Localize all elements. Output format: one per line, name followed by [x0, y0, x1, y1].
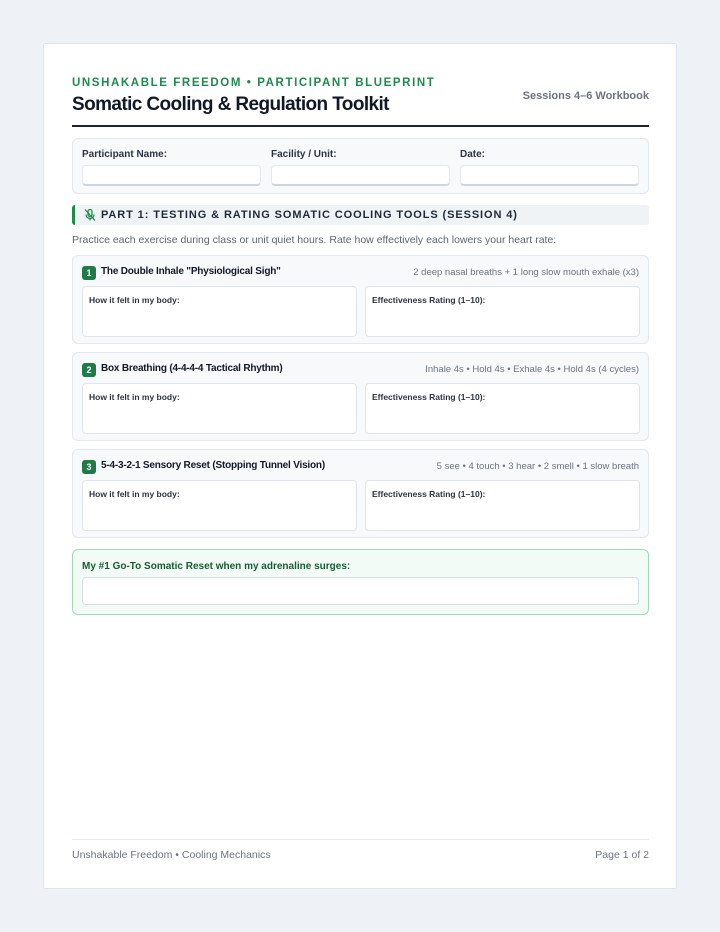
participant-name-field[interactable] — [82, 165, 261, 186]
program-eyebrow: UNSHAKABLE FREEDOM • PARTICIPANT BLUEPRINT — [72, 77, 436, 89]
footer-program-name: Unshakable Freedom • Cooling Mechanics — [72, 849, 271, 861]
exercise-number-badge: 2 — [82, 363, 96, 377]
body-feeling-field[interactable] — [82, 286, 357, 337]
exercise-card — [72, 352, 649, 441]
part-1-instructions: Practice each exercise during class or unit quiet hours. Rate how effectively each lowers your heart rate: — [72, 234, 557, 246]
exercise-card — [72, 449, 649, 538]
part-1-header — [72, 205, 649, 225]
exercise-title: The Double Inhale "Physiological Sigh" — [101, 266, 281, 277]
participant-info-box — [72, 138, 649, 194]
participant-name-group — [82, 149, 167, 160]
exercise-description: 5 see • 4 touch • 3 hear • 2 smell • 1 slow breath — [436, 461, 639, 472]
body-feeling-label: How it felt in my body: — [89, 392, 180, 402]
date-field[interactable] — [460, 165, 639, 186]
exercise-number-badge: 1 — [82, 266, 96, 280]
go-to-reset-field[interactable] — [82, 577, 639, 605]
body-feeling-label: How it felt in my body: — [89, 295, 180, 305]
page-footer — [72, 839, 649, 869]
page-title: Somatic Cooling & Regulation Toolkit — [72, 94, 389, 115]
date-group — [460, 149, 485, 160]
part-1-title: PART 1: TESTING & RATING SOMATIC COOLING TOOLS (SESSION 4) — [101, 209, 518, 221]
exercise-description: 2 deep nasal breaths + 1 long slow mouth exhale (x3) — [413, 267, 639, 278]
exercise-description: Inhale 4s • Hold 4s • Exhale 4s • Hold 4s (4 cycles) — [425, 364, 639, 375]
effectiveness-rating-field[interactable] — [365, 286, 640, 337]
body-feeling-field[interactable] — [82, 383, 357, 434]
exercise-card — [72, 255, 649, 344]
date-label: Date: — [460, 149, 486, 160]
effectiveness-rating-field[interactable] — [365, 480, 640, 531]
exercise-title: Box Breathing (4-4-4-4 Tactical Rhythm) — [101, 363, 283, 374]
page-header — [72, 77, 649, 127]
effectiveness-rating-label: Effectiveness Rating (1–10): — [372, 392, 486, 402]
effectiveness-rating-label: Effectiveness Rating (1–10): — [372, 489, 486, 499]
go-to-reset-box — [72, 549, 649, 615]
go-to-reset-label: My #1 Go-To Somatic Reset when my adrenaline surges: — [82, 561, 351, 572]
effectiveness-rating-field[interactable] — [365, 383, 640, 434]
mic-off-icon — [83, 208, 97, 222]
body-feeling-label: How it felt in my body: — [89, 489, 180, 499]
session-label: Sessions 4–6 Workbook — [522, 90, 649, 102]
exercise-title: 5-4-3-2-1 Sensory Reset (Stopping Tunnel Vision) — [101, 460, 325, 471]
exercise-number-badge: 3 — [82, 460, 96, 474]
page-number: Page 1 of 2 — [595, 849, 649, 861]
facility-unit-group — [271, 149, 337, 160]
effectiveness-rating-label: Effectiveness Rating (1–10): — [372, 295, 486, 305]
facility-unit-field[interactable] — [271, 165, 450, 186]
facility-unit-label: Facility / Unit: — [271, 149, 337, 160]
participant-name-label: Participant Name: — [82, 149, 168, 160]
body-feeling-field[interactable] — [82, 480, 357, 531]
workbook-page — [43, 43, 677, 889]
